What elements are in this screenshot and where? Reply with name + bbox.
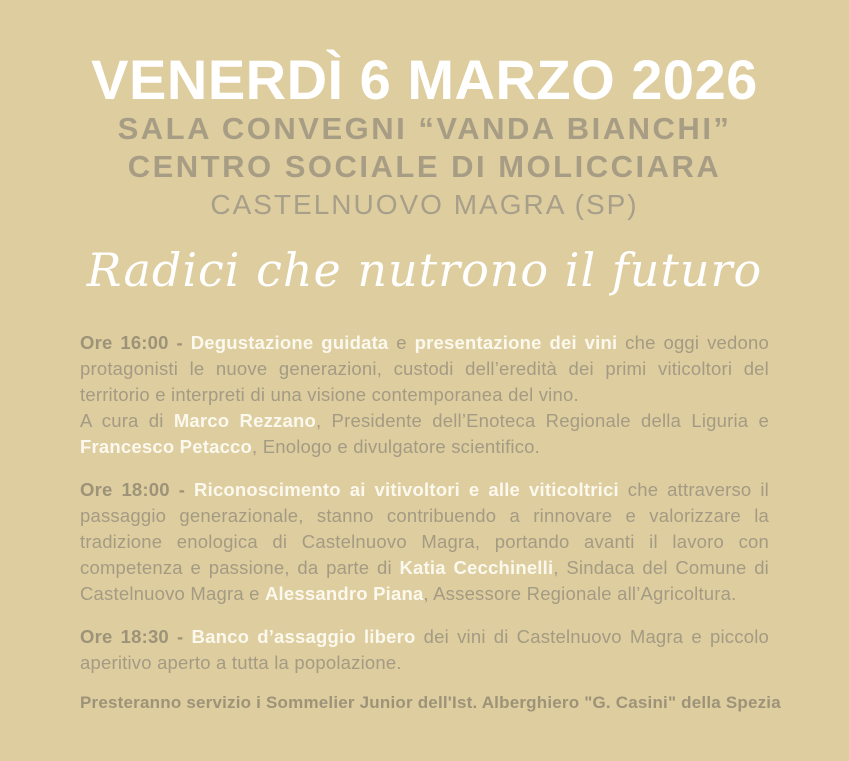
highlight-text: Banco d’assaggio libero bbox=[191, 625, 416, 647]
event-ore-1800 bbox=[80, 477, 769, 607]
location-line: CASTELNUOVO MAGRA (SP) bbox=[210, 189, 639, 221]
event-ore-1600-paragraph bbox=[80, 330, 769, 408]
venue-line-2: CENTRO SOCIALE DI MOLICCIARA bbox=[127, 149, 722, 185]
event-ore-1600-paragraph bbox=[80, 408, 769, 460]
highlight-text: Katia Cecchinelli bbox=[399, 556, 554, 578]
body-text: che attraverso il passaggio generazionale, stanno contribuendo a rinnovare e valorizzare la tradizione enologica di Castelnuovo Magra, portando avanti il lavoro con competenza e passione, da parte di bbox=[80, 478, 769, 578]
event-ore-1830-paragraph bbox=[80, 624, 769, 676]
event-tagline: Radici che nutrono il futuro bbox=[86, 243, 763, 298]
event-ore-1600 bbox=[80, 330, 769, 460]
event-schedule bbox=[80, 330, 769, 676]
event-ore-1830 bbox=[80, 624, 769, 676]
highlight-text: presentazione dei vini bbox=[414, 331, 618, 353]
time-label: Ore 16:00 - bbox=[80, 331, 191, 353]
body-text: , Assessore Regionale all’Agricoltura. bbox=[423, 582, 737, 604]
highlight-text: Alessandro Piana bbox=[265, 582, 424, 604]
venue-line-1: SALA CONVEGNI “VANDA BIANCHI” bbox=[117, 111, 732, 146]
body-text: , Sindaca del Comune di Castelnuovo Magra e bbox=[80, 556, 769, 604]
body-text: e bbox=[388, 331, 415, 353]
highlight-text: Degustazione guidata bbox=[190, 331, 389, 353]
body-text: , Presidente dell’Enoteca Regionale della Liguria e bbox=[315, 409, 769, 431]
body-text: A cura di bbox=[80, 409, 174, 431]
body-text: , Enologo e divulgatore scientifico. bbox=[252, 435, 540, 457]
time-label: Ore 18:00 - bbox=[80, 478, 195, 500]
highlight-text: Francesco Petacco bbox=[80, 435, 253, 457]
highlight-text: Riconoscimento ai vitivoltori e alle viticoltrici bbox=[194, 478, 619, 500]
body-text: che oggi vedono protagonisti le nuove generazioni, custodi dell’eredità dei primi viticoltori del territorio e interpreti di una visione contemporanea del vino. bbox=[80, 331, 769, 405]
poster-header bbox=[80, 48, 769, 221]
body-text: dei vini di Castelnuovo Magra e piccolo aperitivo aperto a tutta la popolazione. bbox=[80, 625, 769, 673]
footer-note: Presteranno servizio i Sommelier Junior dell'Ist. Alberghiero "G. Casini" della Spezia bbox=[80, 692, 781, 712]
event-ore-1800-paragraph bbox=[80, 477, 769, 607]
highlight-text: Marco Rezzano bbox=[173, 409, 316, 431]
event-date-title: VENERDÌ 6 MARZO 2026 bbox=[91, 48, 758, 111]
time-label: Ore 18:30 - bbox=[80, 625, 192, 647]
